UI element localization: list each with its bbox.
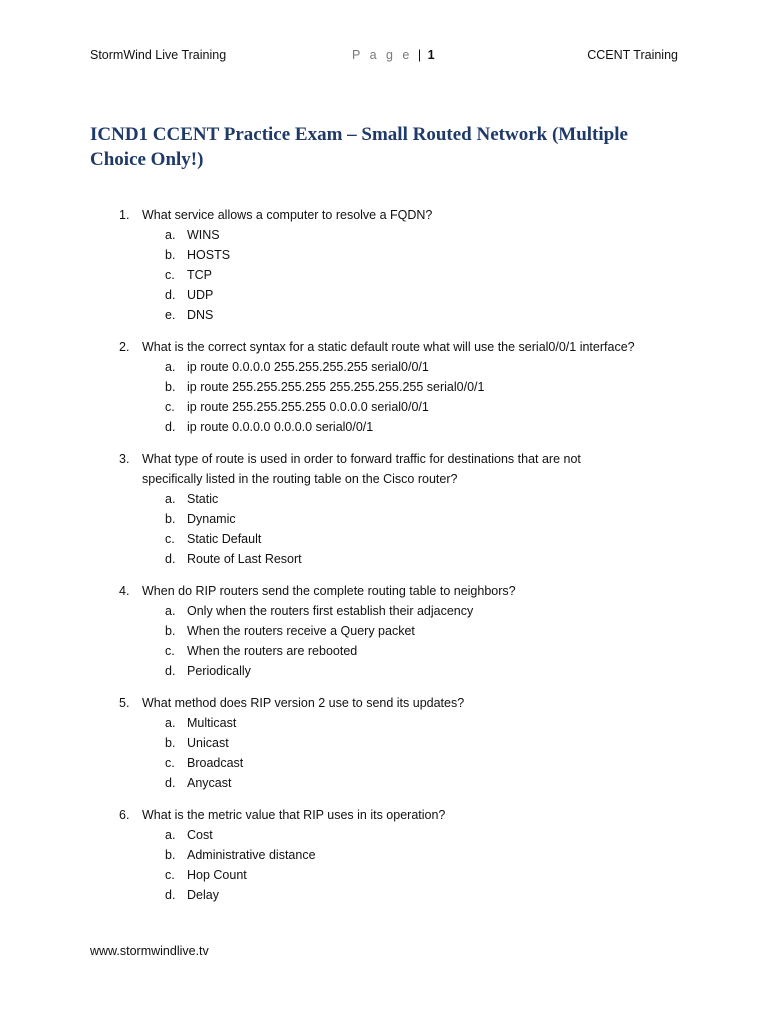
option-letter: c. [165,868,175,882]
question-text: When do RIP routers send the complete routing table to neighbors? [142,584,516,598]
option-text: Dynamic [187,512,236,526]
question-text: What method does RIP version 2 use to send its updates? [142,696,465,710]
question-stem [0,805,642,825]
question-5 [0,693,768,793]
option-b [0,733,768,753]
option-list [0,225,768,325]
option-text: ip route 0.0.0.0 255.255.255.255 serial0/0/1 [187,360,429,374]
option-c [0,529,768,549]
question-1 [0,205,768,325]
question-3 [0,449,768,569]
option-text: Only when the routers first establish their adjacency [187,604,474,618]
option-letter: b. [165,380,176,394]
option-c [0,397,768,417]
option-text: When the routers receive a Query packet [187,624,415,638]
option-text: When the routers are rebooted [187,644,358,658]
option-text: Route of Last Resort [187,552,302,566]
page-word: P a g e [352,48,413,62]
page-header [90,46,678,64]
option-text: Periodically [187,664,251,678]
option-letter: b. [165,512,176,526]
question-number: 4. [119,584,130,598]
option-letter: b. [165,848,176,862]
question-6 [0,805,768,905]
option-text: Delay [187,888,219,902]
option-letter: a. [165,716,176,730]
option-c [0,641,768,661]
option-letter: a. [165,360,176,374]
option-a [0,225,768,245]
option-a [0,489,768,509]
option-letter: d. [165,552,176,566]
question-4 [0,581,768,681]
option-letter: b. [165,624,176,638]
option-d [0,285,768,305]
question-stem [0,205,642,225]
option-d [0,417,768,437]
question-list [0,205,768,917]
option-list [0,825,768,905]
page-separator: | [417,48,422,62]
option-letter: a. [165,228,176,242]
option-text: Administrative distance [187,848,316,862]
page-indicator [352,46,435,64]
option-a [0,713,768,733]
option-text: Static [187,492,219,506]
question-text: What is the correct syntax for a static default route what will use the serial0/0/1 interface? [142,340,635,354]
page-number: 1 [427,48,435,62]
option-text: Anycast [187,776,232,790]
header-left-text: StormWind Live Training [90,48,227,62]
page-footer [90,942,209,960]
option-letter: c. [165,756,175,770]
option-text: Cost [187,828,213,842]
option-text: HOSTS [187,248,231,262]
option-a [0,601,768,621]
option-letter: b. [165,736,176,750]
question-text: What type of route is used in order to forward traffic for destinations that are not specifically listed in the routing table on the Cisco router? [142,452,581,486]
option-letter: d. [165,776,176,790]
option-text: TCP [187,268,212,282]
question-number: 6. [119,808,130,822]
option-letter: b. [165,248,176,262]
footer-url: www.stormwindlive.tv [90,944,209,958]
option-c [0,753,768,773]
option-text: ip route 255.255.255.255 0.0.0.0 serial0/0/1 [187,400,429,414]
option-text: UDP [187,288,214,302]
option-letter: d. [165,288,176,302]
question-number: 2. [119,340,130,354]
option-letter: d. [165,664,176,678]
option-letter: c. [165,532,175,546]
question-stem [0,449,612,489]
option-letter: a. [165,492,176,506]
option-d [0,885,768,905]
option-c [0,265,768,285]
question-2 [0,337,768,437]
option-list [0,713,768,793]
option-letter: c. [165,268,175,282]
option-list [0,601,768,681]
option-b [0,621,768,641]
question-number: 5. [119,696,130,710]
option-text: DNS [187,308,214,322]
question-number: 1. [119,208,130,222]
question-stem [0,693,642,713]
option-e [0,305,768,325]
option-text: ip route 0.0.0.0 0.0.0.0 serial0/0/1 [187,420,374,434]
option-letter: a. [165,828,176,842]
option-b [0,377,768,397]
option-text: WINS [187,228,220,242]
option-text: Static Default [187,532,262,546]
option-b [0,245,768,265]
option-letter: c. [165,644,175,658]
document-title: ICND1 CCENT Practice Exam – Small Routed Network (Multiple Choice Only!) [90,124,628,170]
option-letter: a. [165,604,176,618]
question-number: 3. [119,452,130,466]
option-list [0,489,768,569]
option-letter: d. [165,888,176,902]
option-d [0,661,768,681]
option-letter: c. [165,400,175,414]
option-text: Broadcast [187,756,244,770]
option-text: ip route 255.255.255.255 255.255.255.255 serial0/0/1 [187,380,485,394]
question-text: What is the metric value that RIP uses in its operation? [142,808,446,822]
question-text: What service allows a computer to resolve a FQDN? [142,208,433,222]
option-d [0,549,768,569]
option-d [0,773,768,793]
question-stem [0,337,662,357]
option-text: Unicast [187,736,229,750]
option-b [0,845,768,865]
option-c [0,865,768,885]
option-a [0,825,768,845]
question-stem [0,581,642,601]
option-list [0,357,768,437]
option-b [0,509,768,529]
option-letter: e. [165,308,176,322]
option-text: Hop Count [187,868,247,882]
option-text: Multicast [187,716,237,730]
header-right-text: CCENT Training [587,48,678,62]
option-letter: d. [165,420,176,434]
option-a [0,357,768,377]
